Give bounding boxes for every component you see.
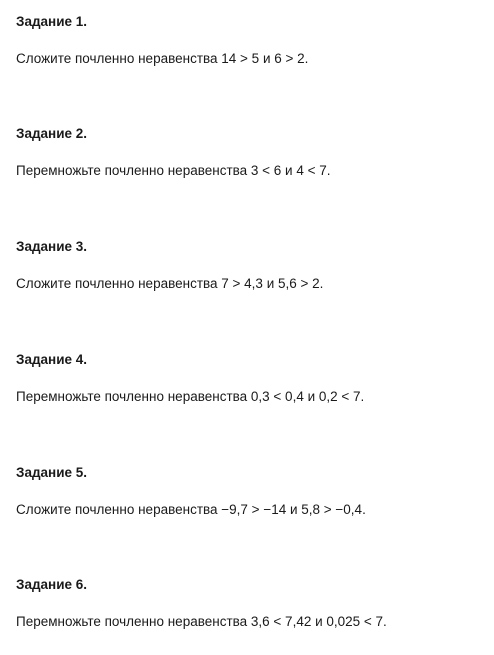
task-text: Перемножьте почленно неравенства 3 < 6 и 4 < 7.	[16, 163, 331, 178]
task-text: Сложите почленно неравенства 7 > 4,3 и 5,6 > 2.	[16, 276, 324, 291]
task-text: Сложите почленно неравенства −9,7 > −14 и 5,8 > −0,4.	[16, 502, 366, 517]
task-title: Задание 5.	[16, 465, 88, 480]
task-block-5	[16, 465, 486, 517]
task-text: Перемножьте почленно неравенства 3,6 < 7,42 и 0,025 < 7.	[16, 614, 387, 629]
task-title: Задание 1.	[16, 14, 88, 29]
task-text: Перемножьте почленно неравенства 0,3 < 0,4 и 0,2 < 7.	[16, 389, 365, 404]
task-block-3	[16, 239, 486, 291]
task-title: Задание 6.	[16, 577, 88, 592]
task-block-2	[16, 126, 486, 178]
task-block-4	[16, 352, 486, 404]
task-text: Сложите почленно неравенства 14 > 5 и 6 > 2.	[16, 51, 309, 66]
task-block-1	[16, 14, 486, 66]
task-title: Задание 4.	[16, 352, 88, 367]
task-block-6	[16, 577, 486, 629]
task-title: Задание 3.	[16, 239, 88, 254]
task-title: Задание 2.	[16, 126, 88, 141]
